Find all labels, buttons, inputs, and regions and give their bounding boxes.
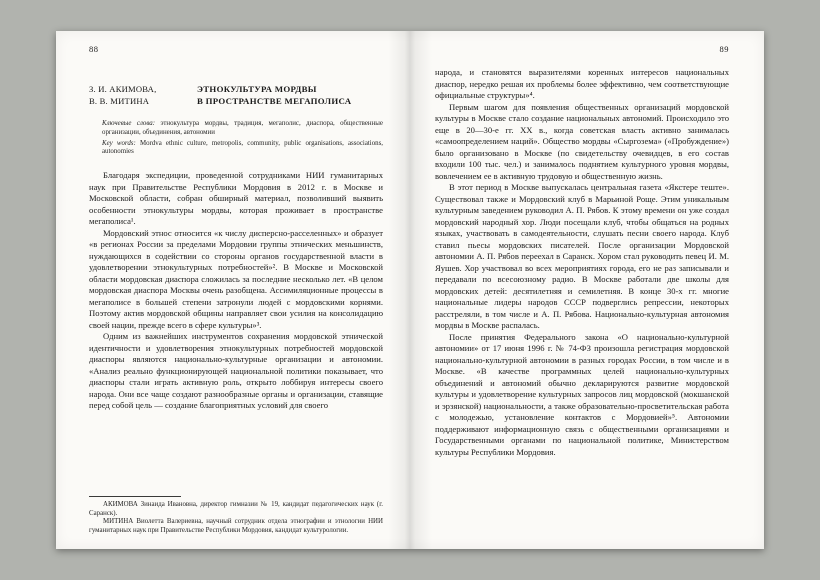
author-line: З. И. АКИМОВА,	[89, 84, 157, 94]
page-number-left: 88	[89, 44, 99, 54]
paragraph: В этот период в Москве выпускалась центральная газета «Якстере теште». Существовал также и Мордовский клуб в Марьиной Роще. Этим уникальным культурным заведением руководил А. П. Рябов. К этому времени он уже создал мордовский народный хор. Люди посещали клуб, чтобы общаться на родных языках, участвовать в самодеятельности, слушать песни своего народа. Клуб ставил пьесы мордовских писателей. После организации Мордовской автономии А. П. Рябов переехал в Саранск. Хором стал руководить певец И. М. Яушев. Хор участвовал во всех мероприятиях города, его не раз записывали и передавали по всесоюзному радио. В Москве работали две школы для мордовских детей: десятилетняя и семилетняя. В конце 30-х гг. многие национальные лидеры народов СССР подверглись репрессии, некоторых расстреляли, в том числе и А. П. Рябова. Национально-культурная автономия мордвы в Москве распалась.	[435, 182, 729, 330]
article-authors	[89, 83, 185, 107]
paragraph: Мордовский этнос относится «к числу дисперсно-расселенных» и образует «в регионах России за пределами Мордовии группы этнических меньшинств, нуждающихся в содействии со стороны органов государственной власти в удовлетворении этнокультурных потребностей»². В Москве и Московской области мордовская диаспора сложилась за последние несколько лет. «В целом мордовская диаспора Москвы очень разобщена. Ассимиляционные процессы в мегаполисе в большей степени затронули людей с мордовскими корнями. Поэтому актив мордовской общины направляет свои усилия на консолидацию своей нации, прежде всего в сфере культуры»³.	[89, 227, 383, 330]
article-header	[89, 83, 383, 107]
paragraph: После принятия Федерального закона «О национально-культурной автономии» от 17 июня 1996 г. № 74-ФЗ произошла регистрация мордовской национально-культурной автономии в разных городах России, в том числе и в Москве. «В качестве программных целей национально-культурных объединений и автономий обычно декларируются развитие мордовской культуры и удовлетворение культурных запросов лиц мордовской (мокшанской и эрзянской) национальности, а также образовательно-просветительская работа с молодежью, установление контактов с Мордовией»⁵. Автономии поддерживают информационную связь с общественными организациями и Государственными органами по национальной политике, Министерством культуры Республики Мордовия.	[435, 331, 729, 457]
keywords-en	[102, 140, 383, 158]
right-page-body	[435, 67, 729, 458]
keywords-ru-label: Ключевые слова:	[102, 120, 156, 127]
left-page	[56, 31, 410, 549]
keywords-ru-text: этнокультура мордвы, традиция, мегаполис, диаспора, общественные организации, объединения, автономии	[102, 120, 383, 136]
title-line: ЭТНОКУЛЬТУРА МОРДВЫ	[197, 84, 317, 94]
keywords-en-text: Mordva ethnic culture, metropolis, community, public organisations, associations, autonomies	[102, 139, 383, 156]
keywords-block	[89, 120, 383, 157]
keywords-ru	[102, 120, 383, 138]
footnote-rule	[89, 496, 181, 497]
left-page-body	[89, 170, 383, 412]
article-title	[197, 83, 351, 107]
paragraph: Благодаря экспедиции, проведенной сотрудниками НИИ гуманитарных наук при Правительстве Республики Мордовия в 2012 г. в Москве и Московской области, собран обширный материал, позволивший выявить особенности этнокультуры мордвы, которая проживает в пространстве мегаполиса¹.	[89, 170, 383, 227]
paragraph: народа, и становятся выразителями коренных интересов национальных диаспор, нередко решая их проблемы более эффективно, чем соответствующие официальные структуры»⁴.	[435, 67, 729, 100]
paragraph: Одним из важнейших инструментов сохранения мордовской этнической идентичности и удовлетворения этнокультурных потребностей мордовской диаспоры являются национально-культурные организации и автономии. «Анализ реально функционирующей национальной политики показывает, что диаспоры стали играть активную роль, открыто лоббируя интересы своего народа. Они все чаще создают разнообразные органы и организации, ставящие перед собой цель — создание благоприятных условий для своего	[89, 331, 383, 411]
keywords-en-label: Key words:	[102, 139, 136, 147]
author-line: В. В. МИТИНА	[89, 96, 150, 106]
title-line: В ПРОСТРАНСТВЕ МЕГАПОЛИСА	[197, 96, 352, 106]
right-page	[410, 31, 764, 549]
paragraph: Первым шагом для появления общественных организаций мордовской культуры в Москве стало создание национальных автономий. Происходило это еще в 20—30-е гг. XX в., когда советская власть активно занималась «самоопределением наций». Общество мордвы «Сыргозема» («Пробуждение») было организовано в Москве (по свидетельству очевидцев, в его состав входили 100 тыс. чел.) и занималось поднятием культурного уровня мордвы, вовлечением ее в активную трудовую и общественную жизнь.	[435, 101, 729, 181]
footnote: МИТИНА Виолетта Валериевна, научный сотрудник отдела этнографии и этнологии НИИ гуманитарных наук при Правительстве Республики Мордовия, кандидат культурологии.	[89, 518, 383, 535]
footnote-block	[89, 496, 383, 536]
footnote: АКИМОВА Зинаида Ивановна, директор гимназии № 19, кандидат педагогических наук (г. Саранск).	[89, 500, 383, 517]
page-number-right: 89	[719, 44, 729, 54]
page-spread	[56, 31, 764, 549]
